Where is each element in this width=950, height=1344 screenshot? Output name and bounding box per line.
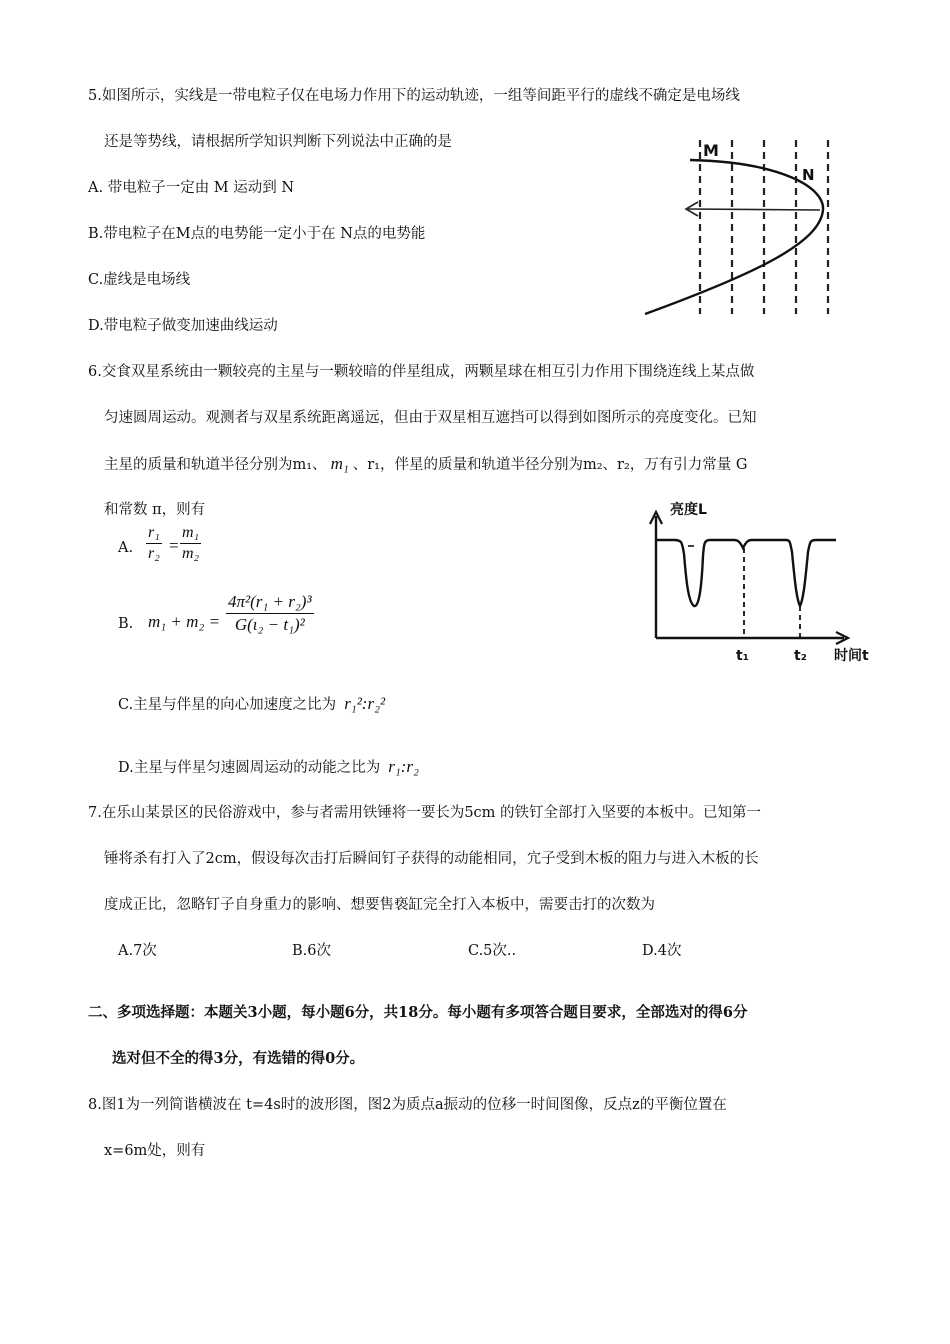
q5-option-c: C.虚线是电场线	[88, 272, 191, 288]
q5-option-b: B.带电粒子在M点的电势能一定小于在 N点的电势能	[88, 226, 426, 242]
option-a-rhs-num: m₁	[180, 524, 201, 544]
option-a-lhs-num: r₁	[146, 524, 162, 544]
q7-option-b: B.6次	[292, 943, 331, 959]
option-d-math: r₁:r₂	[388, 757, 419, 776]
q5-option-d: D.带电粒子做变加速曲线运动	[88, 318, 278, 334]
q6-stem-line1: 6.交食双星系统由一颗较亮的主星与一颗较暗的伴星组成，两颗星球在相互引力作用下围绕连线上某点做	[88, 364, 755, 380]
q5-stem-line1: 5.如图所示，实线是一带电粒子仅在电场力作用下的运动轨迹，一组等间距平行的虚线不确定是电场线	[88, 88, 740, 104]
q5-trajectory-figure	[630, 132, 850, 322]
q6-stem-line3-b: 、r₁，伴星的质量和轨道半径分别为m₂、r₂，万有引力常量 G	[352, 457, 748, 473]
brightness-curve	[656, 540, 836, 606]
q6-option-a-label: A.	[118, 540, 134, 556]
q7-option-d: D.4次	[642, 943, 682, 959]
option-a-rhs-den: m₂	[182, 545, 200, 562]
q7-option-c: C.5次..	[468, 943, 517, 959]
option-d-text: D.主星与伴星匀速圆周运动的动能之比为	[118, 760, 381, 776]
q6-option-b-fraction	[226, 592, 314, 635]
q8-stem-line2: x=6m处，则有	[104, 1143, 206, 1159]
q6-option-d	[118, 757, 419, 778]
q7-option-a: A.7次	[118, 943, 157, 959]
y-axis-label: 亮度L	[670, 502, 707, 518]
label-m: M	[703, 141, 719, 160]
x-axis-label: 时间t	[834, 648, 869, 664]
q6-brightness-figure	[640, 498, 920, 678]
q6-option-b-label: B.	[118, 616, 134, 632]
q7-stem-line2: 锤将杀有打入了2cm，假设每次击打后瞬间钉子获得的动能相同，宂子受到木板的阻力与进入木板的长	[104, 851, 759, 867]
section2-heading-line1: 二、多项选择题：本题关3小题，每小题6分，共18分。每小题有多项答合题目要求，全部选对的得6分	[88, 1004, 748, 1021]
q6-stem-line3-a: 主星的质量和轨道半径分别为m₁、	[104, 457, 327, 473]
force-arrow	[688, 209, 820, 210]
q5-stem-line2: 还是等势线，请根据所学知识判断下列说法中正确的是	[104, 134, 452, 150]
q6-option-c	[118, 694, 385, 715]
section2-heading-line2: 选对但不全的得3分，有选错的得0分。	[112, 1050, 365, 1067]
t1-label: t₁	[736, 648, 749, 664]
label-n: N	[802, 166, 815, 184]
q6-stem-line4: 和常数 π，则有	[104, 502, 206, 518]
option-b-den: G(ι₂ − t₁)²	[234, 615, 305, 634]
option-c-text: C.主星与伴星的向心加速度之比为	[118, 697, 337, 713]
q8-stem-line1: 8.图1为一列简谐横波在 t=4s时的波形图，图2为质点a振动的位移一时间图像，反点z的平衡位置在	[88, 1097, 727, 1113]
option-c-math: r₁²:r₂²	[344, 694, 386, 713]
option-a-lhs-den: r₂	[148, 545, 160, 562]
q6-stem-line3	[104, 454, 748, 475]
t2-label: t₂	[794, 648, 807, 664]
q6-option-a-lhs	[146, 524, 162, 563]
q6-stem-line3-m1: m₁	[330, 454, 349, 473]
q6-option-a-rhs	[180, 524, 201, 563]
option-a-equals: =	[168, 536, 180, 555]
q5-option-a: A. 带电粒子一定由 M 运动到 N	[88, 180, 295, 196]
option-b-lhs: m₁ + m₂ =	[148, 612, 221, 631]
option-b-num: 4π²(r₁ + r₂)³	[226, 592, 314, 614]
q7-stem-line1: 7.在乐山某景区的民俗游戏中，参与者需用铁锤将一要长为5cm 的铁钉全部打入坚要的本板中。已知第一	[88, 805, 762, 821]
q6-stem-line2: 匀速圆周运动。观测者与双星系统距离遥远，但由于双星相互遮挡可以得到如图所示的亮度变化。已知	[104, 410, 757, 426]
q7-stem-line3: 度成正比，忽略钉子自身重力的影响、想要售亵缸完全打入本板中，需要击打的次数为	[104, 897, 655, 913]
